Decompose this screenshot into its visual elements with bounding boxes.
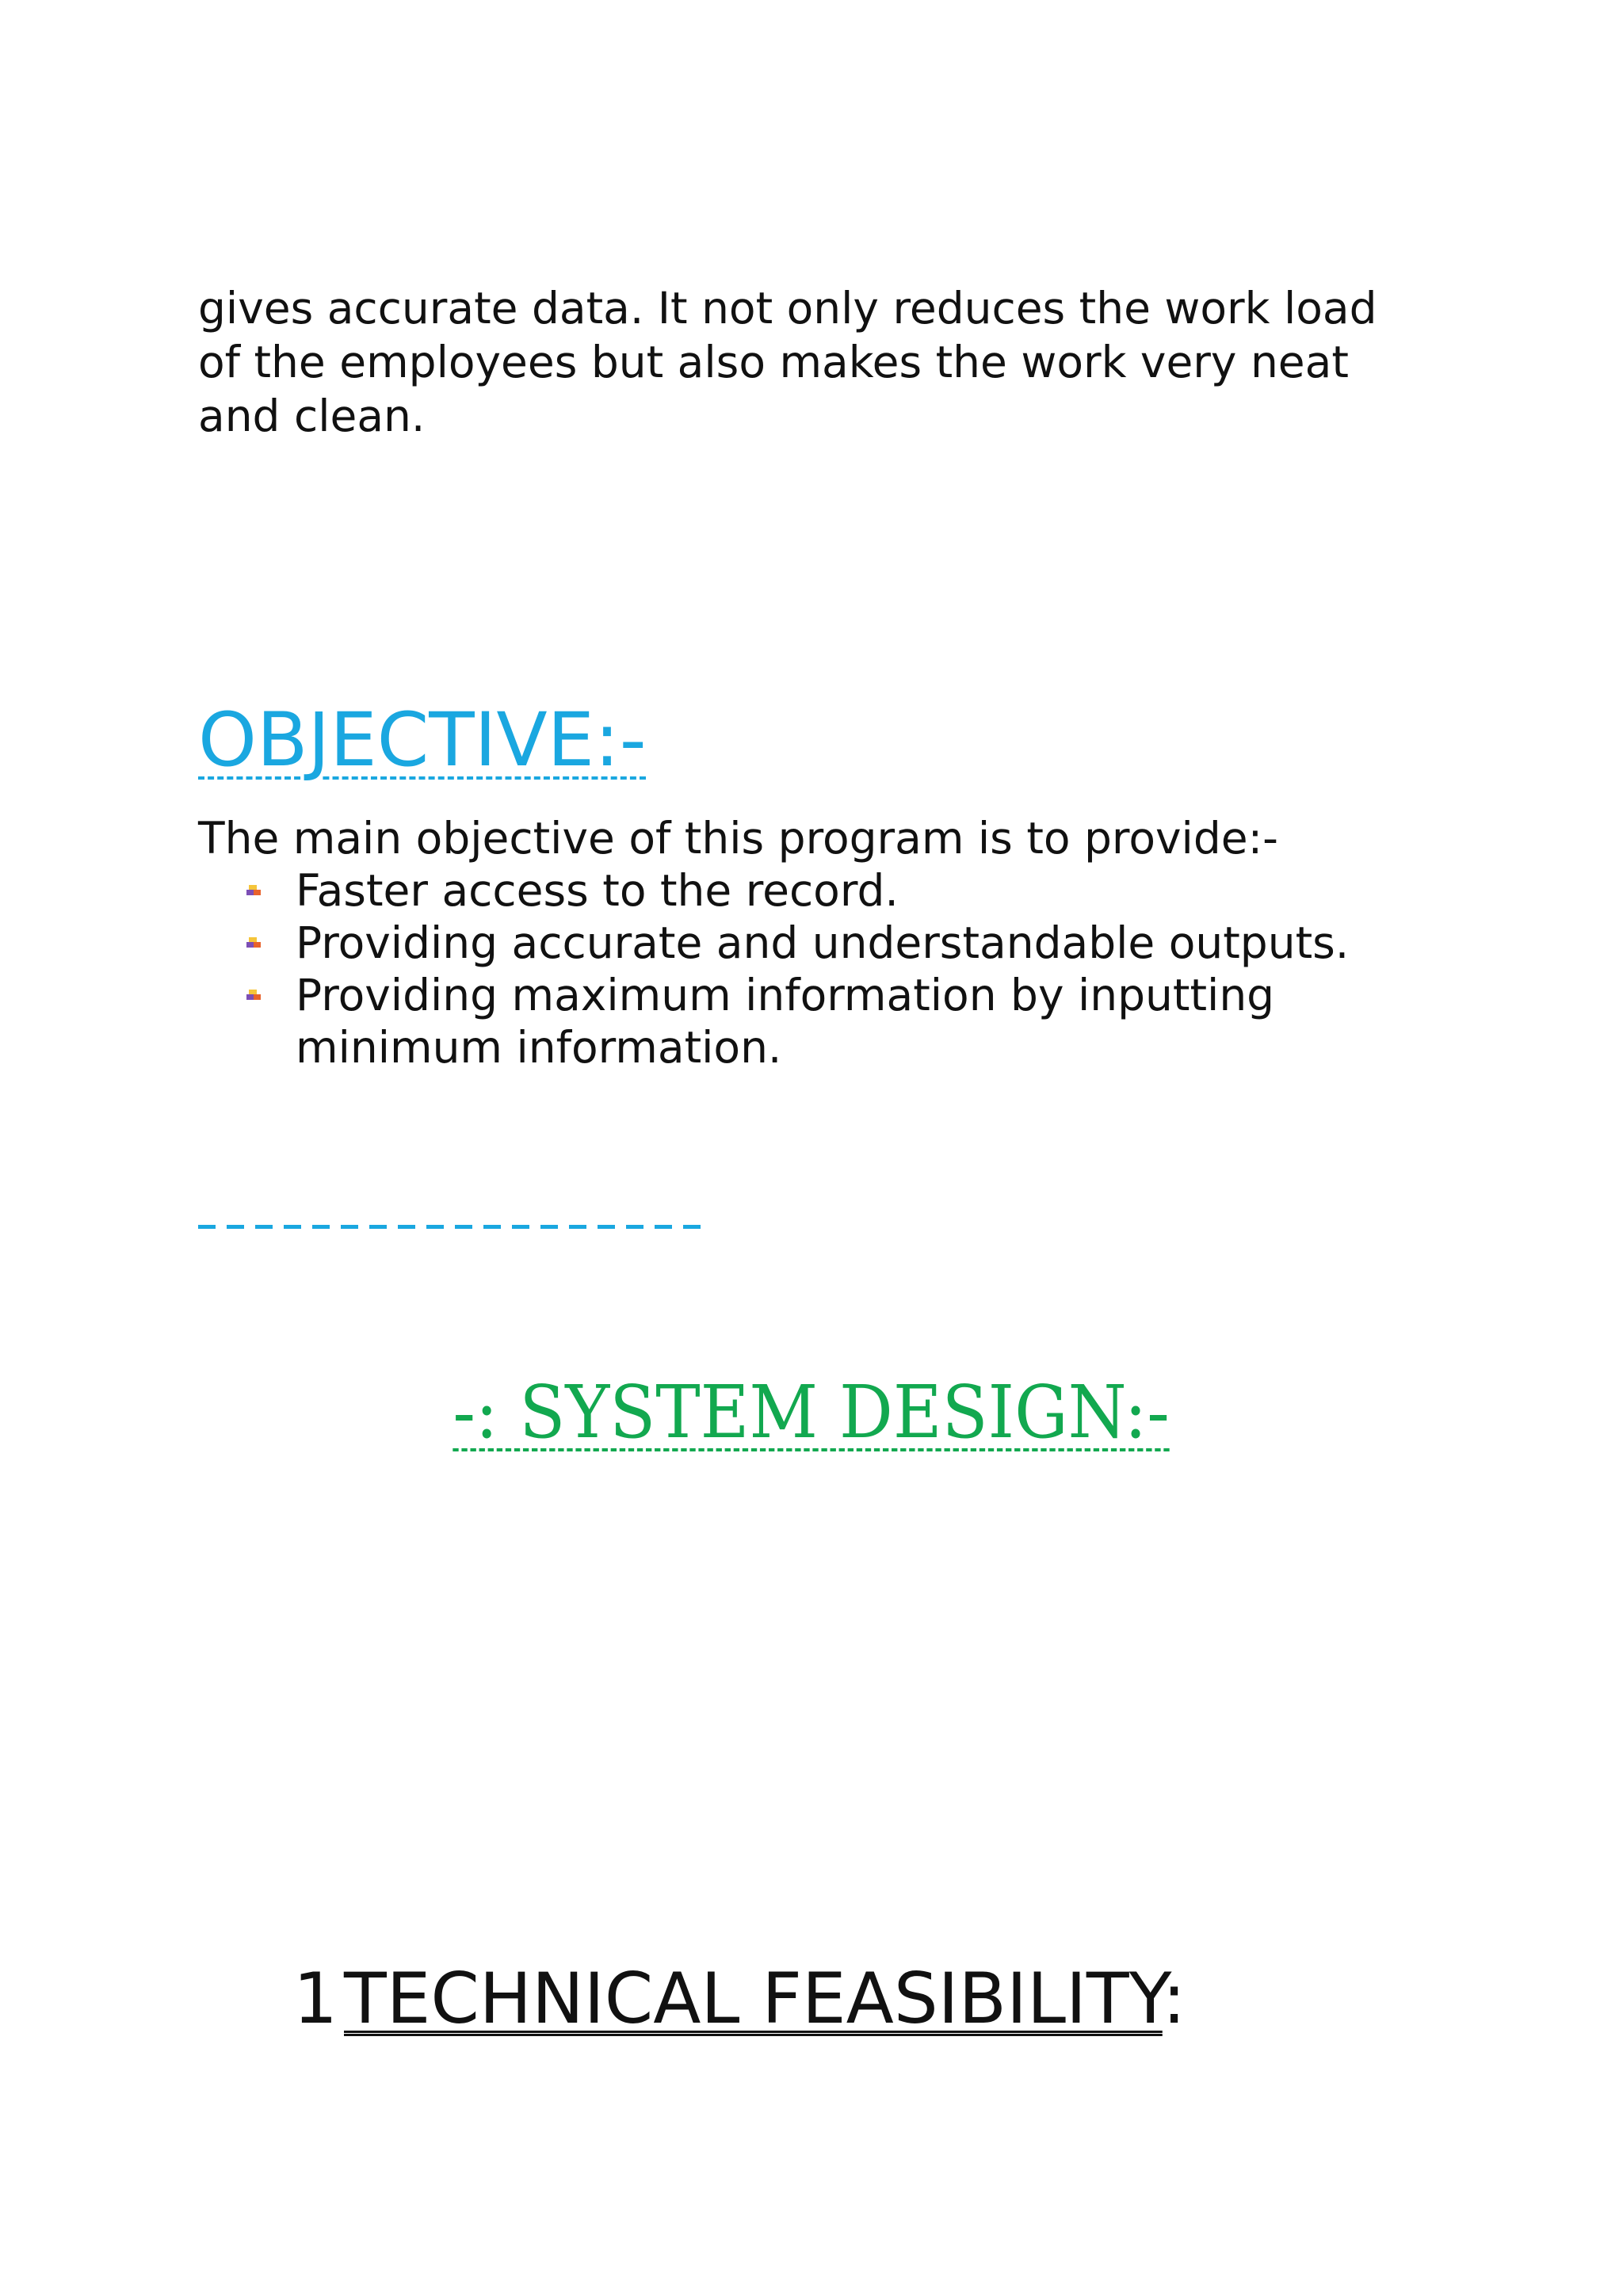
objective-list	[198, 864, 1466, 1074]
bullet-icon	[246, 885, 261, 898]
system-design-heading-text: -: SYSTEM DESIGN:-	[453, 1370, 1170, 1455]
list-item	[296, 864, 1466, 917]
technical-feasibility-heading	[293, 1955, 1186, 2042]
bullet-icon	[246, 990, 261, 1002]
list-item	[296, 969, 1466, 1021]
dashed-divider	[198, 1225, 709, 1229]
section-title-suffix: :	[1162, 1958, 1186, 2039]
system-design-heading	[0, 1369, 1623, 1456]
list-item-text: minimum information.	[296, 1022, 782, 1073]
intro-paragraph	[198, 281, 1434, 443]
list-item-text: Providing accurate and understandable outputs.	[296, 917, 1350, 968]
objective-heading	[198, 697, 647, 784]
objective-section	[198, 812, 1466, 1074]
list-item	[296, 917, 1466, 969]
list-item-text: Faster access to the record.	[296, 865, 899, 916]
objective-lead: The main objective of this program is to provide:-	[198, 813, 1278, 864]
section-number: 1	[293, 1958, 338, 2039]
intro-line: of the employees but also makes the work very neat	[198, 337, 1349, 387]
section-title: TECHNICAL FEASIBILITY	[344, 1958, 1163, 2039]
intro-line: and clean.	[198, 391, 426, 441]
list-item-text: Providing maximum information by inputting	[296, 970, 1275, 1020]
bullet-icon	[246, 937, 261, 950]
objective-heading-text: OBJECTIVE:-	[198, 697, 647, 784]
intro-line: gives accurate data. It not only reduces the work load	[198, 283, 1377, 334]
list-item-continuation	[296, 1021, 1466, 1074]
